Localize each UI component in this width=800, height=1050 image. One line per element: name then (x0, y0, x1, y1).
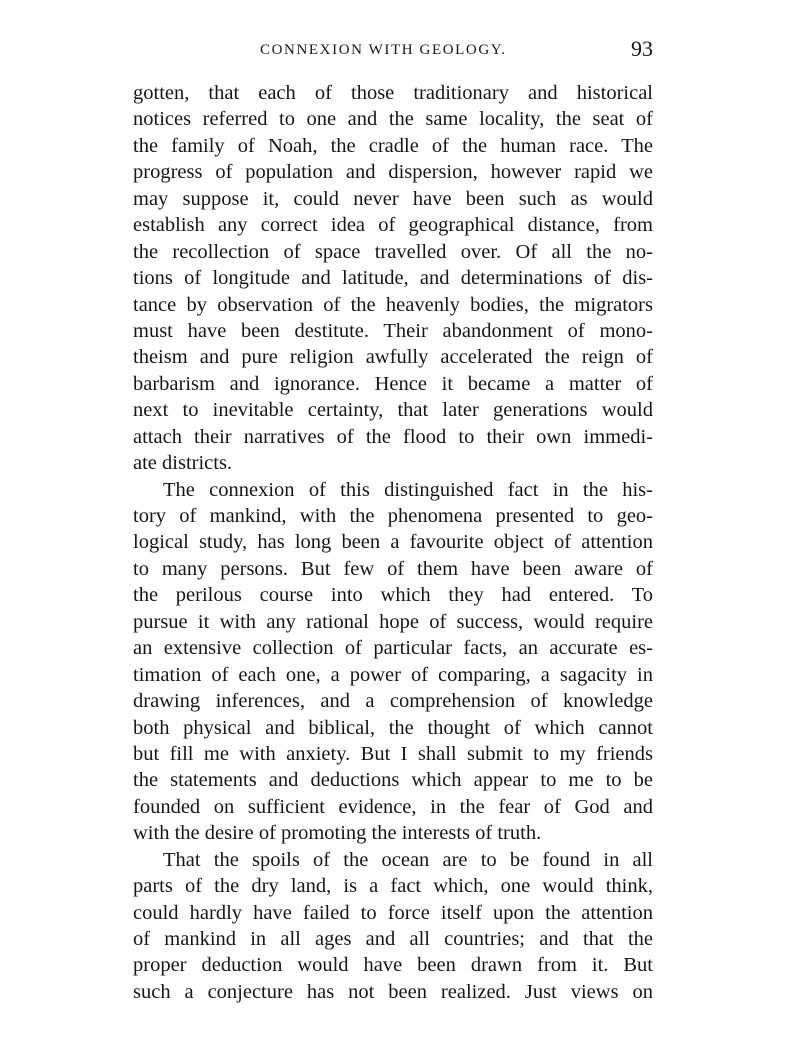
text-line: but fill me with anxiety. But I shall submit to my friends (133, 742, 653, 765)
text-line: tory of mankind, with the phenomena presented to geo- (133, 505, 653, 527)
text-line: ate districts. (133, 452, 233, 475)
text-line: logical study, has long been a favourite object of attention (133, 531, 653, 554)
text-line: such a conjecture has not been realized. Just views on (133, 980, 653, 1003)
text-line: drawing inferences, and a comprehension of knowledge (133, 690, 653, 713)
body-text (133, 80, 653, 1005)
text-line: pursue it with any rational hope of success, would require (133, 610, 653, 633)
text-line: gotten, that each of those traditionary and historical (133, 82, 653, 104)
text-line: theism and pure religion awfully accelerated the reign of (133, 346, 653, 369)
text-line: That the spoils of the ocean are to be found in all (163, 848, 653, 871)
text-line: the family of Noah, the cradle of the human race. The (133, 134, 653, 157)
text-line: to many persons. But few of them have been aware of (133, 557, 653, 580)
text-line: the recollection of space travelled over. Of all the no- (133, 240, 653, 263)
text-line: progress of population and dispersion, however rapid we (133, 161, 653, 184)
text-line: establish any correct idea of geographical distance, from (133, 214, 653, 237)
text-line: tance by observation of the heavenly bodies, the migrators (133, 293, 653, 316)
text-line: next to inevitable certainty, that later generations would (133, 399, 653, 422)
text-line: the statements and deductions which appear to me to be (133, 769, 653, 792)
text-line: timation of each one, a power of comparing, a sagacity in (133, 663, 653, 686)
text-line: could hardly have failed to force itself upon the attention (133, 901, 653, 924)
text-line: notices referred to one and the same locality, the seat of (133, 108, 653, 131)
text-line: barbarism and ignorance. Hence it became a matter of (133, 372, 653, 395)
text-line: with the desire of promoting the interests of truth. (133, 822, 542, 845)
text-line: parts of the dry land, is a fact which, one would think, (133, 875, 653, 898)
text-line: of mankind in all ages and all countries; and that the (133, 928, 653, 950)
text-line: The connexion of this distinguished fact in the his- (163, 478, 653, 501)
text-line: may suppose it, could never have been such as would (133, 187, 653, 210)
text-line: tions of longitude and latitude, and determinations of dis- (133, 267, 653, 290)
text-line: must have been destitute. Their abandonment of mono- (133, 319, 653, 342)
text-line: founded on sufficient evidence, in the fear of God and (133, 795, 653, 818)
running-head (133, 36, 653, 66)
text-line: the perilous course into which they had entered. To (133, 584, 653, 607)
text-line: both physical and biblical, the thought of which cannot (133, 716, 653, 739)
text-line: attach their narratives of the flood to their own immedi- (133, 425, 653, 448)
running-title: CONNEXION WITH GEOLOGY. (260, 42, 507, 58)
page-number: 93 (631, 36, 653, 61)
text-line: proper deduction would have been drawn from it. But (133, 954, 653, 977)
text-line: an extensive collection of particular facts, an accurate es- (133, 637, 653, 660)
